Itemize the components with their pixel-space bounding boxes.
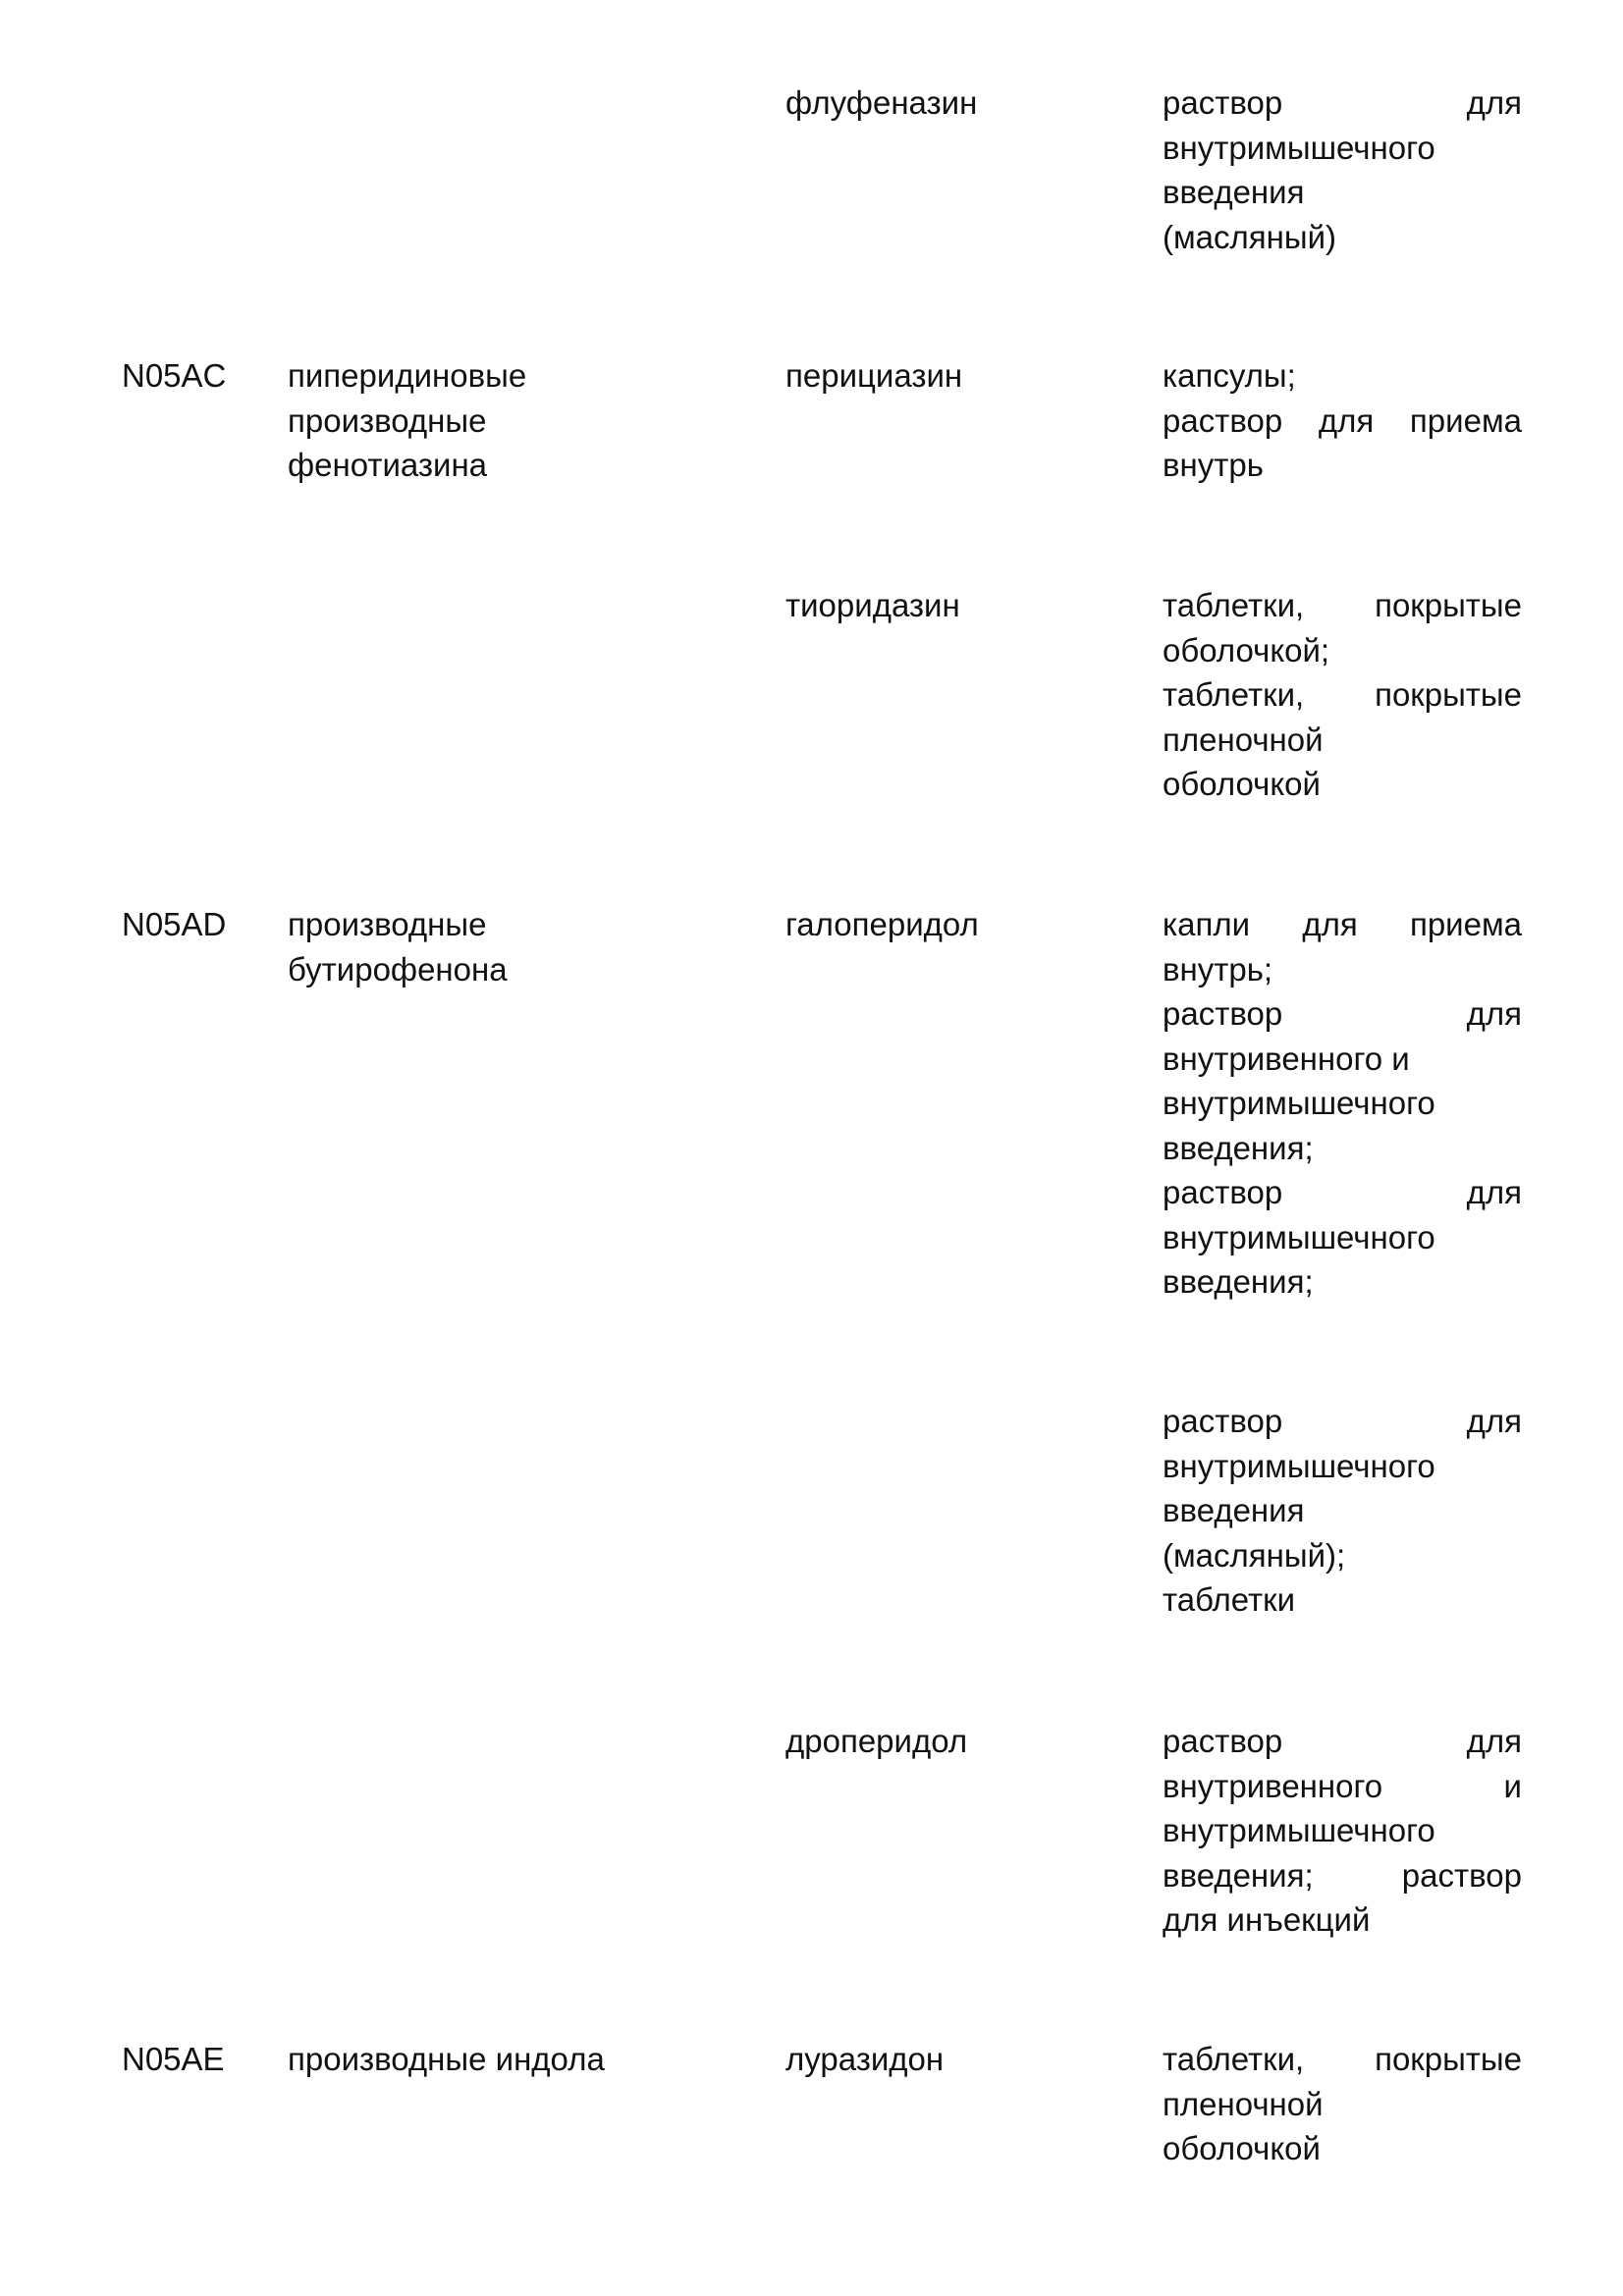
dosage-form-line: раствор для [1163, 84, 1522, 121]
atc-code-n05ad: N05AD [122, 906, 227, 942]
group-line: производные [288, 401, 487, 439]
dosage-forms-droperidol [1163, 1719, 1522, 1943]
dosage-form-line: раствор для [1163, 995, 1522, 1032]
dosage-form-line: введения [1163, 174, 1305, 210]
dosage-form-line: внутримышечного [1163, 1085, 1435, 1121]
dosage-form-line: (масляный) [1163, 218, 1337, 255]
dosage-form-line: раствор для [1163, 1174, 1522, 1210]
dosage-form-line: раствор для [1163, 1723, 1522, 1759]
dosage-form-line: оболочкой [1163, 766, 1321, 802]
group-line: бутирофенона [288, 950, 508, 988]
dosage-form-line: таблетки, покрытые [1163, 2041, 1522, 2077]
drug-name-periciazine: перициазин [785, 357, 963, 394]
group-line: фенотиазина [288, 447, 488, 483]
dosage-form-line: (масляный); [1163, 1536, 1346, 1574]
drug-name-haloperidol: галоперидол [785, 906, 979, 942]
dosage-form-line: внутривенного и [1163, 1767, 1522, 1804]
dosage-form-line: раствор для приема [1163, 401, 1522, 439]
dosage-form-line: оболочкой [1163, 2130, 1321, 2166]
group-line: пиперидиновые [288, 357, 527, 394]
dosage-form-line: для инъекций [1163, 1901, 1371, 1938]
dosage-form-line: внутрь; [1163, 950, 1273, 988]
atc-code-n05ae: N05AE [122, 2041, 225, 2077]
dosage-form-line: таблетки, покрытые [1163, 676, 1522, 713]
dosage-form-line: таблетки, покрытые [1163, 587, 1522, 623]
dosage-form-line: оболочкой; [1163, 631, 1330, 668]
dosage-forms-thioridazine [1163, 583, 1522, 807]
drug-name-droperidol: дроперидол [785, 1723, 968, 1759]
dosage-form-line: капсулы; [1163, 357, 1296, 394]
dosage-form-line: пленочной [1163, 721, 1324, 758]
dosage-forms-periciazine [1163, 353, 1522, 488]
atc-group-n05ad [288, 902, 508, 991]
dosage-form-line: таблетки [1163, 1581, 1296, 1618]
dosage-form-line: введения; [1163, 1129, 1314, 1166]
dosage-form-line: пленочной [1163, 2085, 1324, 2122]
dosage-form-line: внутримышечного [1163, 1812, 1435, 1848]
dosage-form-line: раствор для [1163, 1403, 1522, 1439]
atc-group-n05ac [288, 353, 526, 488]
dosage-forms-lurasidone [1163, 2037, 1522, 2171]
group-line: производные индола [288, 2041, 605, 2077]
atc-group-n05ae [288, 2037, 605, 2082]
drug-name-fluphenazine: флуфеназин [785, 84, 978, 121]
drug-name-lurasidone: луразидон [785, 2041, 945, 2077]
dosage-form-line: введения [1163, 1492, 1305, 1528]
dosage-form-line: внутривенного и [1163, 1040, 1410, 1077]
atc-code-n05ac: N05AC [122, 357, 227, 394]
dosage-form-line: внутрь [1163, 447, 1264, 483]
dosage-form-line: внутримышечного [1163, 1447, 1435, 1484]
dosage-form-line: внутримышечного [1163, 129, 1435, 166]
dosage-form-line: введения; раствор [1163, 1856, 1522, 1894]
dosage-form-line: внутримышечного [1163, 1218, 1435, 1255]
dosage-forms-fluphenazine [1163, 80, 1522, 259]
drug-name-thioridazine: тиоридазин [785, 587, 960, 623]
dosage-forms-haloperidol [1163, 902, 1522, 1305]
dosage-form-line: введения; [1163, 1263, 1314, 1300]
dosage-form-line: капли для приема [1163, 906, 1522, 942]
group-line: производные [288, 906, 487, 942]
dosage-forms-haloperidol-continued [1163, 1399, 1522, 1623]
